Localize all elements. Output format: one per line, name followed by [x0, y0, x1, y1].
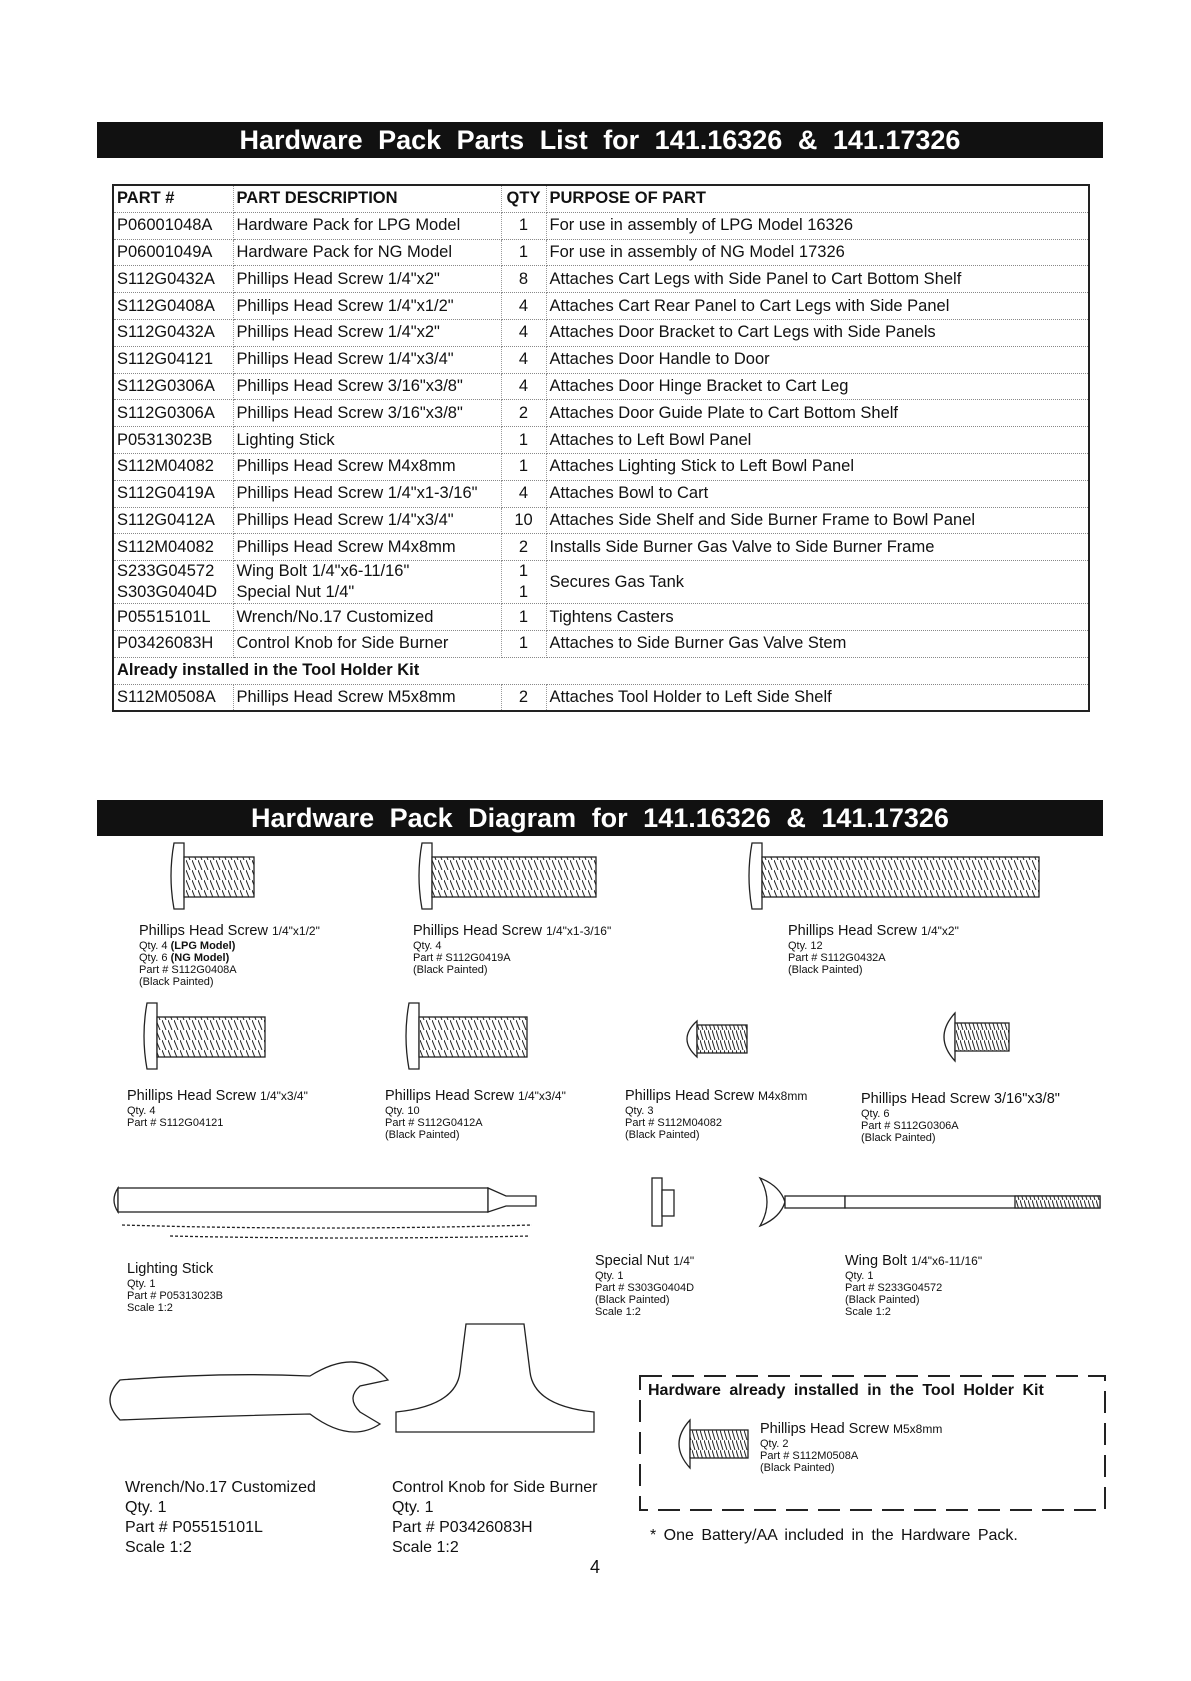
table-cell-qty: 4: [501, 373, 546, 400]
table-cell-description: Phillips Head Screw 3/16"x3/8": [233, 400, 501, 427]
table-cell-part: S112G0419A: [113, 480, 233, 507]
table-cell-part: S233G04572 S303G0404D: [113, 561, 233, 604]
table-cell-qty: 2: [501, 400, 546, 427]
table-cell-description: Phillips Head Screw 1/4"x2": [233, 319, 501, 346]
table-cell-purpose: Attaches to Left Bowl Panel: [546, 427, 1089, 454]
table-cell-part: P05515101L: [113, 604, 233, 631]
table-cell-purpose: Attaches to Side Burner Gas Valve Stem: [546, 630, 1089, 657]
table-cell-description: Hardware Pack for NG Model: [233, 239, 501, 266]
table-cell-qty: 1: [501, 212, 546, 239]
table-cell-purpose: For use in assembly of NG Model 17326: [546, 239, 1089, 266]
lighting-stick-label: Lighting Stick Qty. 1 Part # P05313023B Scale 1:2: [127, 1261, 224, 1314]
wrench-icon: [110, 1362, 388, 1432]
table-cell-purpose: Attaches Door Handle to Door: [546, 346, 1089, 373]
table-cell-qty: 1 1: [501, 561, 546, 604]
table-cell-description: Wing Bolt 1/4"x6-11/16" Special Nut 1/4": [233, 561, 501, 604]
wrench-label: Wrench/No.17 Customized Qty. 1 Part # P05515101L Scale 1:2: [125, 1479, 316, 1556]
table-cell-qty: 1: [501, 427, 546, 454]
table-cell-purpose: Attaches Door Hinge Bracket to Cart Leg: [546, 373, 1089, 400]
page-number: 4: [590, 1557, 601, 1577]
table-cell-part: P03426083H: [113, 630, 233, 657]
table-cell-purpose: Secures Gas Tank: [546, 561, 1089, 604]
table-cell-qty: 1: [501, 239, 546, 266]
special-nut-icon: [652, 1178, 674, 1226]
table-cell-description: Phillips Head Screw M4x8mm: [233, 534, 501, 561]
screw-quarter-half-label: Phillips Head Screw 1/4"x1/2" Qty. 4 (LPG Model) Qty. 6 (NG Model) Part # S112G0408A (Black Painted): [139, 923, 320, 988]
wing-bolt-icon: [760, 1178, 1100, 1226]
table-cell-part: S112G0412A: [113, 507, 233, 534]
table-cell-description: Phillips Head Screw M5x8mm: [233, 684, 501, 711]
control-knob-icon: [396, 1324, 594, 1432]
table-cell-description: Phillips Head Screw 1/4"x2": [233, 266, 501, 293]
table-cell-description: Phillips Head Screw 3/16"x3/8": [233, 373, 501, 400]
screw-m4-icon: [687, 1021, 747, 1057]
table-cell-part: P06001048A: [113, 212, 233, 239]
table-cell-part: P05313023B: [113, 427, 233, 454]
screw-quarter-three-quarters-label: Phillips Head Screw 1/4"x3/4" Qty. 4 Part # S112G04121: [127, 1088, 308, 1129]
screw-m4-label: Phillips Head Screw M4x8mm Qty. 3 Part # S112M04082 (Black Painted): [625, 1088, 808, 1141]
table-cell-purpose: Attaches Cart Rear Panel to Cart Legs with Side Panel: [546, 293, 1089, 320]
table-cell-part: S112M04082: [113, 534, 233, 561]
screw-quarter-half-icon: [171, 843, 254, 909]
table-cell-purpose: Attaches Door Guide Plate to Cart Bottom Shelf: [546, 400, 1089, 427]
diagram-title: Hardware Pack Diagram for 141.16326 & 141.17326: [97, 800, 1103, 836]
section-label: Already installed in the Tool Holder Kit: [113, 657, 1089, 684]
footnote: * One Battery/AA included in the Hardware Pack.: [650, 1527, 1018, 1544]
table-cell-part: S112G0432A: [113, 266, 233, 293]
table-cell-purpose: Attaches Bowl to Cart: [546, 480, 1089, 507]
header-purpose: PURPOSE OF PART: [546, 185, 1089, 212]
screw-three-sixteenths-icon: [944, 1013, 1009, 1061]
header-qty: QTY: [501, 185, 546, 212]
screw-quarter-one-three-sixteenths-label: Phillips Head Screw 1/4"x1-3/16" Qty. 4 Part # S112G0419A (Black Painted): [413, 923, 612, 976]
table-cell-purpose: Installs Side Burner Gas Valve to Side Burner Frame: [546, 534, 1089, 561]
table-cell-part: S112G0306A: [113, 400, 233, 427]
screw-quarter-two-label: Phillips Head Screw 1/4"x2" Qty. 12 Part # S112G0432A (Black Painted): [788, 923, 959, 976]
table-cell-part: S112G0432A: [113, 319, 233, 346]
table-cell-qty: 10: [501, 507, 546, 534]
table-cell-purpose: Attaches Lighting Stick to Left Bowl Panel: [546, 453, 1089, 480]
table-cell-qty: 1: [501, 630, 546, 657]
table-cell-description: Phillips Head Screw 1/4"x3/4": [233, 507, 501, 534]
parts-list-title: Hardware Pack Parts List for 141.16326 & 141.17326: [97, 122, 1103, 158]
table-cell-qty: 1: [501, 604, 546, 631]
table-cell-description: Lighting Stick: [233, 427, 501, 454]
table-cell-description: Phillips Head Screw 1/4"x3/4": [233, 346, 501, 373]
table-cell-qty: 8: [501, 266, 546, 293]
table-cell-part: S112G0408A: [113, 293, 233, 320]
table-cell-qty: 2: [501, 684, 546, 711]
table-cell-description: Hardware Pack for LPG Model: [233, 212, 501, 239]
table-cell-qty: 4: [501, 346, 546, 373]
table-cell-qty: 2: [501, 534, 546, 561]
table-cell-purpose: Attaches Cart Legs with Side Panel to Cart Bottom Shelf: [546, 266, 1089, 293]
table-cell-qty: 4: [501, 293, 546, 320]
screw-m5-label: Phillips Head Screw M5x8mm Qty. 2 Part # S112M0508A (Black Painted): [760, 1421, 943, 1474]
table-cell-description: Control Knob for Side Burner: [233, 630, 501, 657]
lighting-stick-icon: [114, 1188, 536, 1238]
table-cell-purpose: Tightens Casters: [546, 604, 1089, 631]
screw-three-sixteenths-label: Phillips Head Screw 3/16"x3/8" Qty. 6 Part # S112G0306A (Black Painted): [861, 1091, 1060, 1144]
screw-quarter-three-quarters-black-label: Phillips Head Screw 1/4"x3/4" Qty. 10 Part # S112G0412A (Black Painted): [385, 1088, 566, 1141]
table-cell-purpose: Attaches Side Shelf and Side Burner Frame to Bowl Panel: [546, 507, 1089, 534]
special-nut-label: Special Nut 1/4" Qty. 1 Part # S303G0404D (Black Painted) Scale 1:2: [595, 1253, 695, 1318]
table-cell-qty: 4: [501, 319, 546, 346]
screw-quarter-one-three-sixteenths-icon: [419, 843, 596, 909]
table-cell-description: Phillips Head Screw 1/4"x1/2": [233, 293, 501, 320]
table-cell-part: S112M04082: [113, 453, 233, 480]
table-cell-part: P06001049A: [113, 239, 233, 266]
tool-holder-title: Hardware already installed in the Tool Holder Kit: [648, 1382, 1044, 1399]
wing-bolt-label: Wing Bolt 1/4"x6-11/16" Qty. 1 Part # S233G04572 (Black Painted) Scale 1:2: [845, 1253, 983, 1318]
table-cell-description: Wrench/No.17 Customized: [233, 604, 501, 631]
table-cell-purpose: For use in assembly of LPG Model 16326: [546, 212, 1089, 239]
screw-quarter-three-quarters-icon: [144, 1003, 265, 1069]
screw-m5-icon: [679, 1420, 748, 1468]
table-cell-purpose: Attaches Door Bracket to Cart Legs with Side Panels: [546, 319, 1089, 346]
screw-quarter-two-icon: [749, 843, 1039, 909]
header-part: PART #: [113, 185, 233, 212]
table-cell-qty: 4: [501, 480, 546, 507]
table-cell-part: S112M0508A: [113, 684, 233, 711]
header-description: PART DESCRIPTION: [233, 185, 501, 212]
table-cell-part: S112G04121: [113, 346, 233, 373]
screw-quarter-three-quarters-black-icon: [406, 1003, 527, 1069]
table-cell-description: Phillips Head Screw M4x8mm: [233, 453, 501, 480]
control-knob-label: Control Knob for Side Burner Qty. 1 Part # P03426083H Scale 1:2: [392, 1479, 598, 1556]
table-cell-description: Phillips Head Screw 1/4"x1-3/16": [233, 480, 501, 507]
table-cell-qty: 1: [501, 453, 546, 480]
table-cell-part: S112G0306A: [113, 373, 233, 400]
table-cell-purpose: Attaches Tool Holder to Left Side Shelf: [546, 684, 1089, 711]
